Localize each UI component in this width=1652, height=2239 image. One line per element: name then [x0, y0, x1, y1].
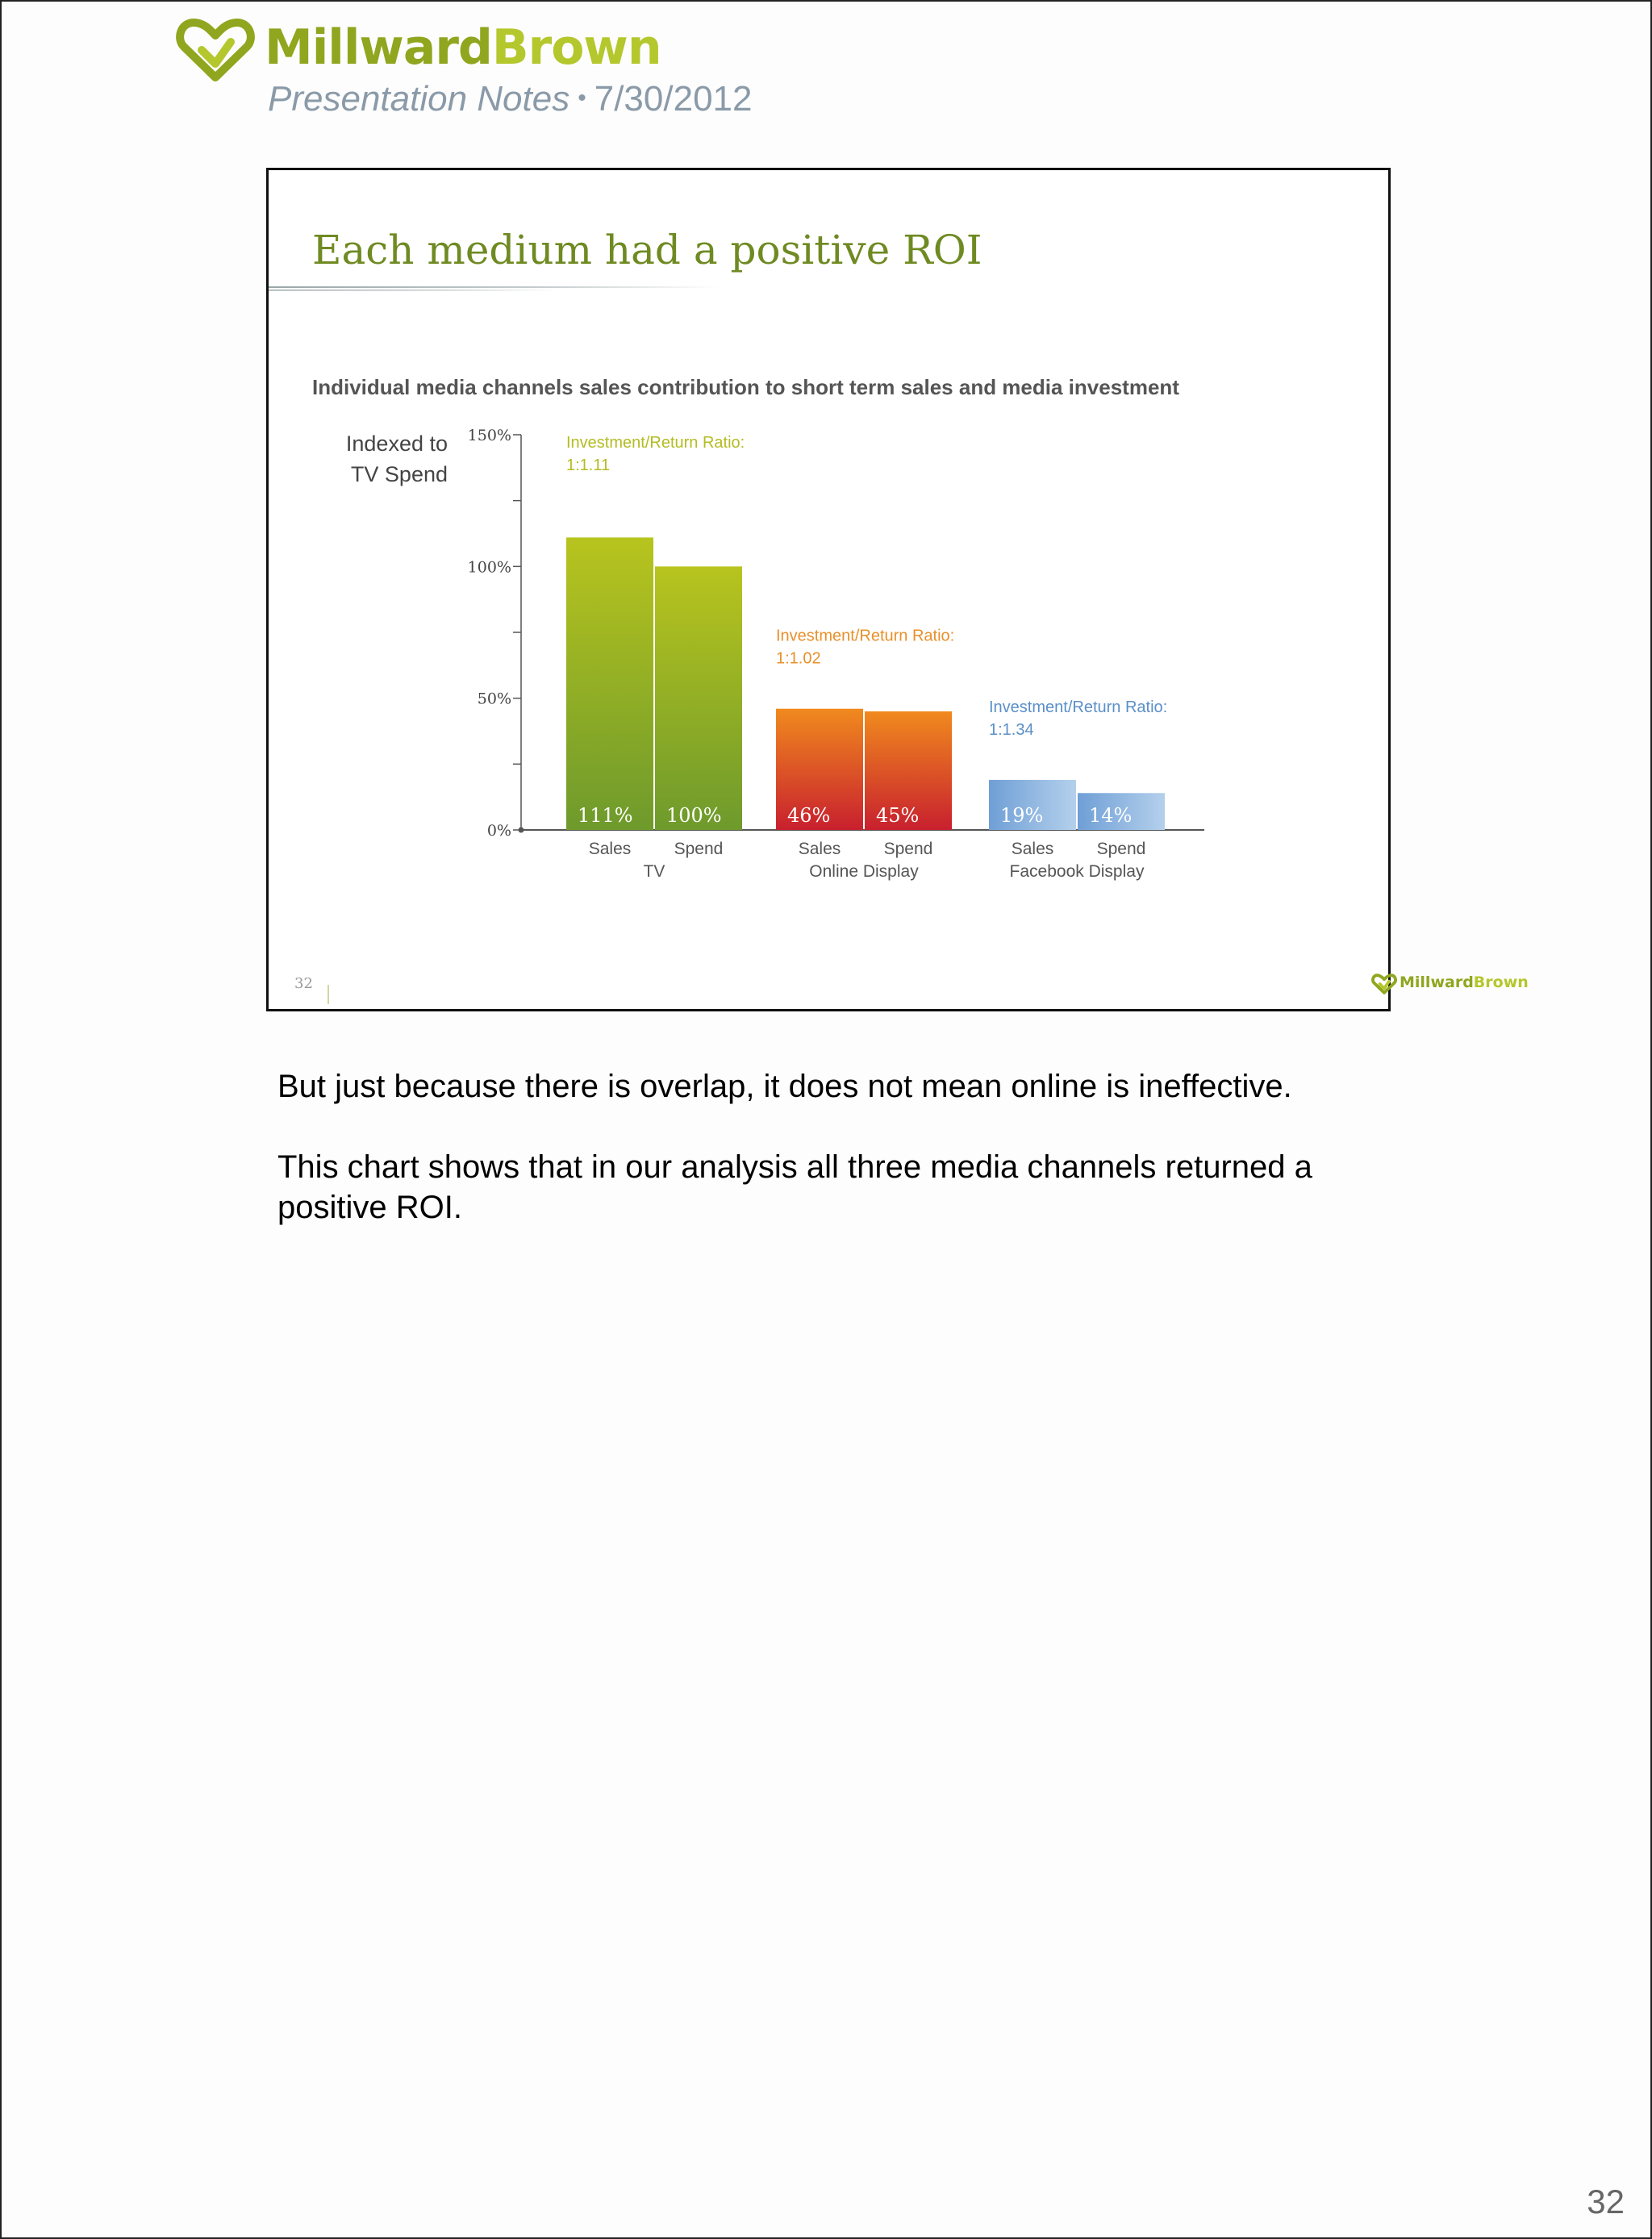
page-number: 32 [1587, 2183, 1625, 2220]
ratio-value: 1:1.11 [566, 457, 611, 474]
subtitle-date: 7/30/2012 [594, 79, 753, 119]
x-group-label: TV [643, 862, 665, 881]
y-tick-label: 50% [477, 690, 511, 708]
slide-title: Each medium had a positive ROI [312, 227, 982, 273]
bar-value-label: 46% [787, 804, 831, 827]
x-category-label: Sales [588, 840, 632, 858]
y-tick-label: 100% [467, 558, 511, 577]
bar-value-label: 45% [876, 804, 920, 827]
chart [269, 170, 1388, 1009]
x-category-label: Sales [798, 840, 841, 858]
y-tick-label: 150% [467, 427, 511, 444]
brand-name-part2: Brown [491, 19, 661, 76]
brand-logo-icon [177, 18, 253, 82]
ratio-label: Investment/Return Ratio: [989, 698, 1168, 716]
y-axis-label-line-1: Indexed to [345, 432, 448, 456]
subtitle-label: Presentation Notes [268, 79, 570, 119]
brand-name [265, 19, 661, 76]
notes-paragraph-2: This chart shows that in our analysis all three media channels returned a positive ROI. [277, 1149, 1312, 1225]
ratio-label: Investment/Return Ratio: [776, 627, 955, 645]
x-category-label: Spend [674, 840, 724, 858]
y-tick-label: 0% [486, 822, 511, 840]
y-axis-label-line-2: TV Spend [350, 462, 448, 486]
bar-value-label: 14% [1089, 804, 1133, 827]
bar-value-label: 111% [578, 804, 633, 827]
slide-number: 32 [294, 975, 313, 992]
x-category-label: Spend [883, 840, 933, 858]
brand-name-part1: Millward [265, 19, 492, 76]
x-group-label: Facebook Display [1009, 862, 1145, 881]
header-subtitle [268, 79, 752, 119]
bar-value-label: 100% [666, 804, 722, 827]
slide-brand-name [1400, 974, 1529, 991]
slide-brand-logo-icon [1372, 974, 1396, 994]
slide-brand-part2: Brown [1473, 974, 1529, 991]
notes-paragraph-1: But just because there is overlap, it does not mean online is ineffective. [277, 1069, 1292, 1104]
x-group-label: Online Display [809, 862, 919, 881]
subtitle-separator: • [578, 85, 586, 111]
ratio-value: 1:1.02 [776, 649, 821, 668]
x-category-label: Spend [1096, 840, 1146, 858]
slide-thumbnail [266, 168, 1529, 1011]
presentation-notes [277, 1066, 1407, 1268]
bar-tv-spend [655, 566, 742, 830]
slide-number-tick [327, 985, 329, 1004]
bar-value-label: 19% [1000, 804, 1044, 827]
ratio-label: Investment/Return Ratio: [566, 434, 745, 452]
slide-brand-part1: Millward [1400, 974, 1474, 991]
bar-tv-sales [566, 537, 653, 830]
ratio-value: 1:1.34 [989, 720, 1034, 739]
chart-subtitle: Individual media channels sales contribution to short term sales and media investment [312, 375, 1179, 399]
x-category-label: Sales [1011, 840, 1054, 858]
